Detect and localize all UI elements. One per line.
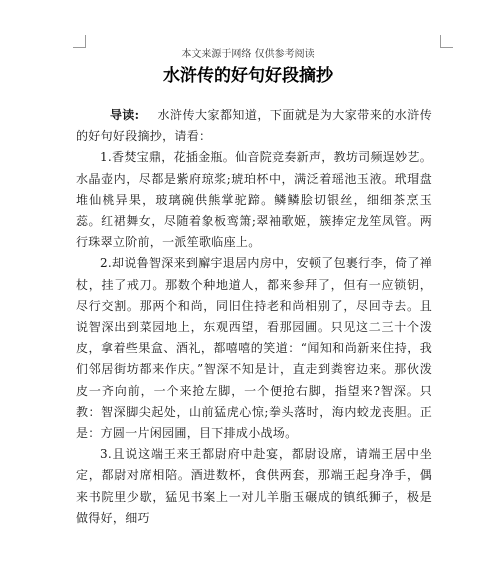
crop-mark-top-right bbox=[440, 35, 453, 48]
source-notice: 本文来源于网络 仅供参考阅读 bbox=[181, 49, 315, 60]
intro-label: 导读: bbox=[110, 108, 140, 122]
paragraph-2: 2.却说鲁智深来到廨宇退居内房中，安顿了包裹行李，倚了禅杖，挂了戒刀。那数个种地道人，都来参拜了，但有一应锁钥，尽行交割。那两个和尚，同旧住持老和尚相别了，尽回寺去。且说智深出到菜园地上，东观西望，看那园圃。只见这二三十个泼皮，拿着些果盒、酒礼，都嘻嘻的笑道：“闻知和尚新来住持，我们邻居街坊都来作庆。”智深不知是计，直走到粪窖边来。那伙泼皮一齐向前，一个来抢左脚，一个便抢右脚，指望来?智深。只教：智深脚尖起处，山前猛虎心惊;拳头落时，海内蛟龙丧胆。正是：方圆一片闲园圃，目下排成小战场。 bbox=[76, 256, 432, 441]
document-body bbox=[76, 105, 432, 529]
paragraph-3: 3.且说这端王来王都尉府中赴宴，都尉设席，请端王居中坐定，都尉对席相陪。酒进数杯，食供两套，那端王起身净手，偶来书院里少歇，猛见书案上一对儿羊脂玉碾成的镇纸狮子，极是做得好，细巧 bbox=[76, 447, 432, 525]
paragraph-1: 1.香焚宝鼎，花插金瓶。仙音院竞奏新声，教坊司频逞妙艺。水晶壶内，尽都是紫府琼浆;琥珀杯中，满泛着瑶池玉液。玳瑁盘堆仙桃异果，玻璃碗供熊掌驼蹄。鳞鳞脍切银丝，细细茶烹玉蕊。红裙舞女，尽随着象板鸾箫;翠袖歌姬，簇捧定龙笙凤管。两行珠翠立阶前，一派笙歌临座上。 bbox=[76, 150, 432, 250]
intro-paragraph bbox=[76, 105, 432, 147]
intro-text: 水浒传大家都知道，下面就是为大家带来的水浒传的好句好段摘抄，请看： bbox=[76, 108, 432, 144]
crop-mark-top-left bbox=[73, 35, 86, 48]
document-title: 水浒传的好句好段摘抄 bbox=[163, 66, 333, 86]
